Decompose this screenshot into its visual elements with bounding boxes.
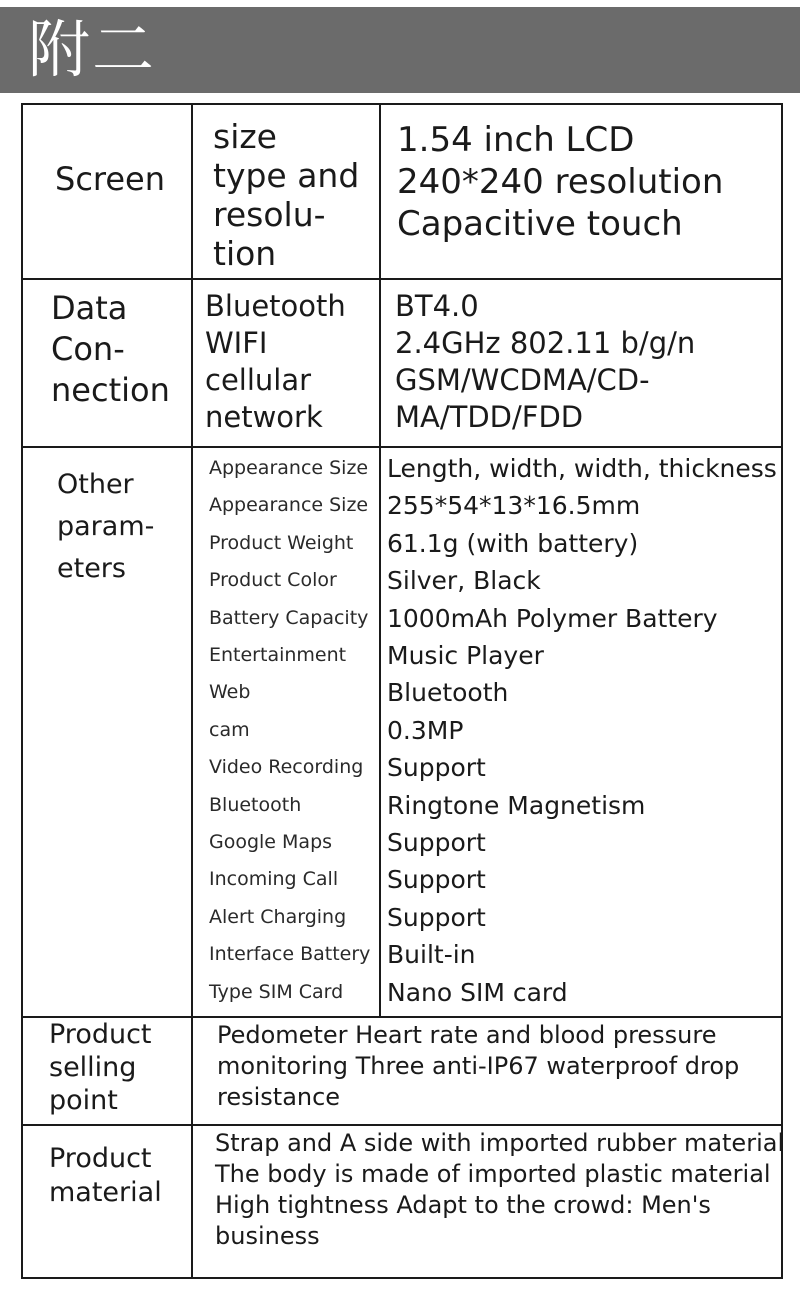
parameter-value: 1000mAh Polymer Battery	[387, 603, 718, 633]
parameter-value: Support	[387, 865, 486, 895]
spec-table	[21, 103, 783, 1279]
cell-data-connection-attribute	[193, 280, 378, 446]
label-other-parameters: Other param- eters	[57, 469, 155, 584]
parameter-key: Appearance Size	[209, 457, 369, 479]
label-selling-point: Product selling point	[49, 1019, 152, 1116]
parameter-value: Support	[387, 828, 486, 857]
cell-selling-point-label	[23, 1018, 191, 1124]
banner-title: 附二	[28, 13, 157, 86]
cell-screen-label	[23, 105, 191, 278]
parameter-key: Product Weight	[209, 531, 354, 554]
parameter-value: 0.3MP	[387, 715, 464, 745]
value-screen: 1.54 inch LCD 240*240 resolution Capacitive touch	[397, 120, 724, 244]
parameter-key: Alert Charging	[209, 905, 347, 928]
row-other-parameters	[23, 448, 781, 1018]
value-data-connection: BT4.0 2.4GHz 802.11 b/g/n GSM/WCDMA/CD- MA/TDD/FDD	[395, 289, 696, 434]
parameter-value: Silver, Black	[387, 566, 541, 596]
parameter-key: Bluetooth	[209, 793, 302, 816]
parameter-value: Built-in	[387, 940, 476, 970]
cell-material-value	[193, 1126, 785, 1277]
label-material: Product material	[49, 1143, 162, 1208]
label-screen: Screen	[55, 160, 166, 198]
parameter-value: Nano SIM card	[387, 977, 568, 1007]
parameter-key: Interface Battery	[209, 943, 371, 966]
row-data-connection	[23, 280, 781, 448]
parameter-key: Type SIM Card	[209, 980, 344, 1003]
parameter-key: Entertainment	[209, 644, 347, 666]
parameter-key: Video Recording	[209, 756, 364, 779]
row-material	[23, 1126, 785, 1277]
cell-material-label	[23, 1126, 191, 1277]
value-material: Strap and A side with imported rubber material The body is made of imported plastic material High tightness Adapt to the crowd: Men's business	[215, 1129, 785, 1250]
parameter-key: Appearance Size	[209, 494, 369, 517]
parameter-key: Web	[209, 681, 251, 704]
parameter-key: Battery Capacity	[209, 606, 369, 629]
header-banner	[0, 7, 800, 93]
parameter-key: Incoming Call	[209, 868, 339, 891]
parameter-value: 61.1g (with battery)	[387, 528, 639, 558]
cell-other-parameters-label	[23, 448, 191, 1016]
parameter-list	[193, 448, 781, 1018]
cell-screen-attribute	[193, 105, 378, 278]
cell-data-connection-value	[381, 280, 781, 446]
cell-screen-value	[381, 105, 781, 278]
parameter-key: Product Color	[209, 569, 337, 592]
attribute-data-connection: Bluetooth WIFI cellular network	[205, 289, 346, 434]
row-selling-point	[23, 1018, 781, 1126]
label-data-connection: Data Con- nection	[51, 289, 170, 409]
value-selling-point: Pedometer Heart rate and blood pressure monitoring Three anti-IP67 waterproof drop resistance	[217, 1021, 740, 1111]
row-screen	[23, 105, 781, 280]
parameter-value: Support	[387, 902, 486, 932]
parameter-value: Ringtone Magnetism	[387, 790, 646, 820]
parameter-value: Length, width, width, thickness	[387, 454, 777, 483]
parameter-key: Google Maps	[209, 831, 333, 853]
cell-selling-point-value	[193, 1018, 781, 1124]
parameter-value: Music Player	[387, 641, 544, 670]
parameter-value: 255*54*13*16.5mm	[387, 491, 641, 521]
parameter-value: Bluetooth	[387, 678, 509, 708]
parameter-key: cam	[209, 718, 250, 741]
parameter-value: Support	[387, 753, 486, 783]
attribute-screen: size type and resolu- tion	[213, 117, 360, 273]
cell-data-connection-label	[23, 280, 191, 446]
